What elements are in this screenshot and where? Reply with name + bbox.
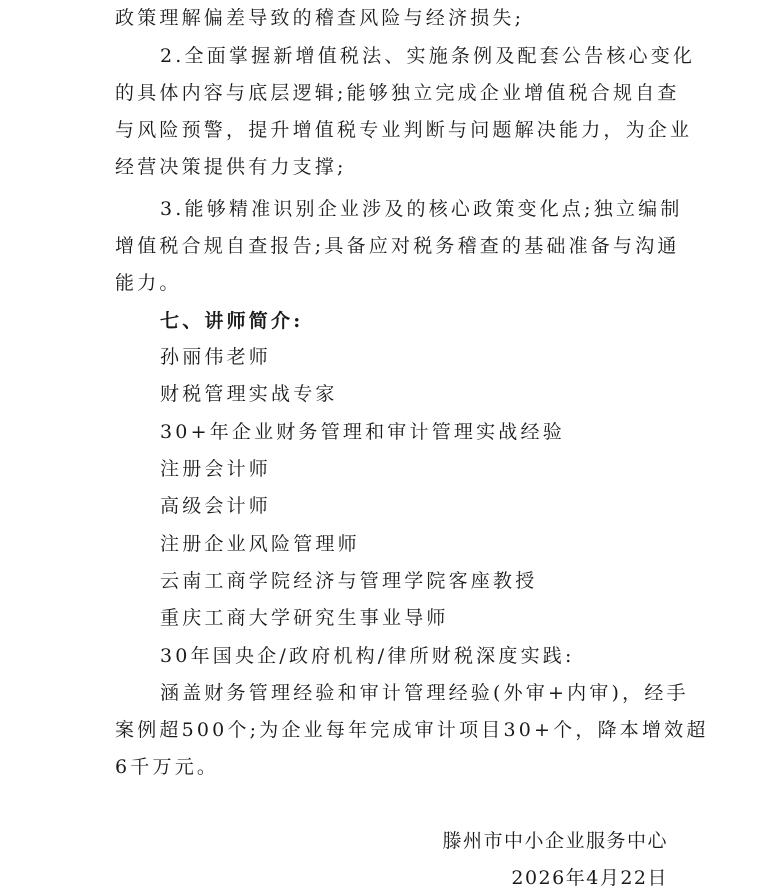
experience-line: 涵盖财务管理经验和审计管理经验(外审+内审)，经手 <box>160 682 689 704</box>
paragraph-line: 的具体内容与底层逻辑;能够独立完成企业增值税合规自查 <box>115 82 680 104</box>
instructor-title: 高级会计师 <box>160 495 272 517</box>
instructor-name: 孙丽伟老师 <box>160 346 272 368</box>
instructor-title: 重庆工商大学研究生事业导师 <box>160 607 449 629</box>
paragraph-line: 经营决策提供有力支撑; <box>115 156 347 178</box>
experience-line: 6千万元。 <box>115 756 220 778</box>
paragraph-line: 与风险预警，提升增值税专业判断与问题解决能力，为企业 <box>115 119 693 141</box>
paragraph-line: 2.全面掌握新增值税法、实施条例及配套公告核心变化 <box>160 45 696 67</box>
instructor-title: 30年国央企/政府机构/律所财税深度实践: <box>160 645 575 667</box>
section-heading: 七、讲师简介: <box>160 310 304 332</box>
paragraph-line: 3.能够精准识别企业涉及的核心政策变化点;独立编制 <box>160 198 683 220</box>
signature-organization: 滕州市中小企业服务中心 <box>442 830 668 852</box>
instructor-title: 30+年企业财务管理和审计管理实战经验 <box>160 421 565 443</box>
instructor-title: 注册企业风险管理师 <box>160 533 360 555</box>
paragraph-line: 增值税合规自查报告;具备应对税务稽查的基础准备与沟通 <box>115 235 680 257</box>
signature-date: 2026年4月22日 <box>511 867 668 889</box>
paragraph-line: 能力。 <box>115 272 182 294</box>
paragraph-line: 政策理解偏差导致的稽查风险与经济损失; <box>115 7 525 29</box>
experience-line: 案例超500个;为企业每年完成审计项目30+个，降本增效超 <box>115 719 709 741</box>
instructor-title: 注册会计师 <box>160 458 272 480</box>
instructor-title: 云南工商学院经济与管理学院客座教授 <box>160 570 538 592</box>
instructor-title: 财税管理实战专家 <box>160 383 338 405</box>
